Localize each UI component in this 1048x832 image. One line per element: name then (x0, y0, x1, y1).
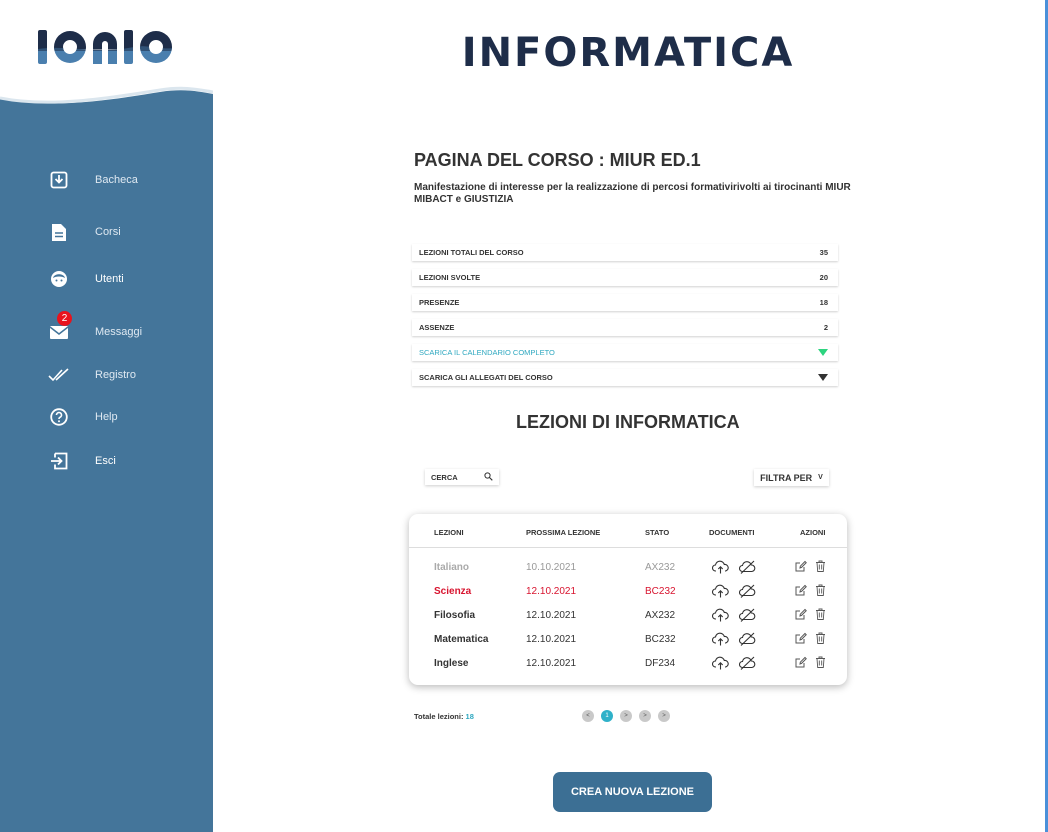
sidebar-item-label: Esci (95, 455, 116, 467)
page-title: INFORMATICA (461, 30, 795, 76)
ionio-logo (38, 30, 173, 66)
lessons-section-title: LEZIONI DI INFORMATICA (516, 412, 740, 432)
cloud-upload-icon[interactable] (712, 632, 729, 646)
total-lessons (414, 712, 474, 721)
cloud-off-icon[interactable] (739, 608, 756, 622)
sidebar-item-label: Bacheca (95, 174, 138, 186)
sidebar-item-label: Registro (95, 369, 136, 381)
course-title: PAGINA DEL CORSO : MIUR ED.1 (414, 150, 701, 170)
page-next-button[interactable]: > (639, 710, 651, 722)
cloud-upload-icon[interactable] (712, 656, 729, 670)
sidebar (0, 0, 213, 832)
triangle-down-icon (818, 349, 828, 356)
chevron-down-icon: V (818, 474, 823, 481)
lesson-subject: Matematica (434, 634, 489, 645)
stat-row (412, 269, 838, 286)
filter-button[interactable] (754, 469, 829, 486)
create-lesson-button[interactable]: CREA NUOVA LEZIONE (553, 772, 712, 812)
edit-icon[interactable] (795, 560, 807, 572)
stat-label: LEZIONI SVOLTE (419, 273, 481, 282)
column-header-documenti: DOCUMENTI (709, 528, 755, 537)
page-prev-button[interactable]: < (582, 710, 594, 722)
stat-label: PRESENZE (419, 298, 460, 307)
trash-icon[interactable] (815, 584, 826, 596)
edit-icon[interactable] (795, 632, 807, 644)
cloud-off-icon[interactable] (739, 560, 756, 574)
lesson-status: DF234 (645, 658, 676, 669)
table-row[interactable] (409, 610, 847, 630)
search-placeholder: CERCA (431, 472, 458, 482)
table-row[interactable] (409, 562, 847, 582)
course-stats (412, 244, 838, 394)
lesson-next-date: 12.10.2021 (526, 586, 577, 597)
lesson-subject: Scienza (434, 586, 472, 597)
edit-icon[interactable] (795, 656, 807, 668)
question-circle-icon (48, 406, 70, 428)
stat-value: 2 (823, 323, 828, 332)
total-value: 18 (465, 712, 474, 721)
trash-icon[interactable] (815, 608, 826, 620)
header-divider (409, 547, 847, 548)
document-icon (48, 221, 70, 243)
table-row[interactable] (409, 658, 847, 678)
download-attachments-label: SCARICA GLI ALLEGATI DEL CORSO (419, 373, 553, 382)
sidebar-item-help[interactable] (0, 400, 213, 434)
stat-value: 18 (819, 298, 828, 307)
cloud-upload-icon[interactable] (712, 560, 729, 574)
lesson-status: AX232 (645, 562, 676, 573)
search-input[interactable] (425, 469, 499, 485)
stat-label: LEZIONI TOTALI DEL CORSO (419, 248, 524, 257)
download-attachments-link[interactable] (412, 369, 838, 386)
trash-icon[interactable] (815, 632, 826, 644)
page-next-button[interactable]: > (658, 710, 670, 722)
lessons-table (409, 514, 847, 685)
logout-icon (48, 450, 70, 472)
sidebar-item-utenti[interactable] (0, 262, 213, 296)
cloud-off-icon[interactable] (739, 584, 756, 598)
lesson-next-date: 12.10.2021 (526, 658, 577, 669)
search-icon (484, 472, 493, 483)
lesson-subject: Inglese (434, 658, 469, 669)
edit-icon[interactable] (795, 608, 807, 620)
page-1-button[interactable]: 1 (601, 710, 613, 722)
user-face-icon (48, 268, 70, 290)
sidebar-item-registro[interactable] (0, 358, 213, 392)
unread-badge: 2 (57, 311, 72, 326)
column-header-azioni: AZIONI (800, 528, 826, 537)
cloud-upload-icon[interactable] (712, 608, 729, 622)
table-row[interactable] (409, 634, 847, 654)
sidebar-item-label: Help (95, 411, 118, 423)
column-header-lezioni: LEZIONI (434, 528, 464, 537)
page-next-button[interactable]: > (620, 710, 632, 722)
edit-icon[interactable] (795, 584, 807, 596)
sidebar-item-bacheca[interactable] (0, 163, 213, 197)
double-check-icon (48, 364, 70, 386)
table-row[interactable] (409, 586, 847, 606)
column-header-stato: STATO (645, 528, 670, 537)
pagination (582, 710, 670, 722)
stat-value: 35 (819, 248, 828, 257)
download-box-icon (48, 169, 70, 191)
lesson-status: BC232 (645, 586, 676, 597)
sidebar-item-label: Corsi (95, 226, 121, 238)
sidebar-item-label: Messaggi (95, 326, 143, 338)
stat-label: ASSENZE (419, 323, 455, 332)
trash-icon[interactable] (815, 656, 826, 668)
sidebar-item-messaggi[interactable] (0, 315, 213, 349)
trash-icon[interactable] (815, 560, 826, 572)
total-label: Totale lezioni: (414, 712, 464, 721)
lesson-subject: Filosofia (434, 610, 476, 621)
lesson-next-date: 12.10.2021 (526, 634, 577, 645)
column-header-prossima-lezione: PROSSIMA LEZIONE (526, 528, 601, 537)
stat-row (412, 294, 838, 311)
sidebar-item-label: Utenti (95, 273, 124, 285)
lesson-next-date: 10.10.2021 (526, 562, 577, 573)
filter-label: FILTRA PER (760, 472, 813, 483)
lesson-subject: Italiano (434, 562, 470, 573)
lesson-status: AX232 (645, 610, 676, 621)
download-calendar-link[interactable] (412, 344, 838, 361)
cloud-off-icon[interactable] (739, 632, 756, 646)
stat-row (412, 244, 838, 261)
sidebar-item-esci[interactable] (0, 444, 213, 478)
stat-row (412, 319, 838, 336)
course-description: Manifestazione di interesse per la realizzazione di percosi formativirivolti ai tirocinanti MIUR MIBACT e GIUSTIZIA (414, 182, 851, 205)
stat-value: 20 (819, 273, 828, 282)
sidebar-item-corsi[interactable] (0, 215, 213, 249)
lesson-next-date: 12.10.2021 (526, 610, 577, 621)
cloud-off-icon[interactable] (739, 656, 756, 670)
download-calendar-label: SCARICA IL CALENDARIO COMPLETO (419, 348, 555, 357)
lesson-status: BC232 (645, 634, 676, 645)
cloud-upload-icon[interactable] (712, 584, 729, 598)
triangle-down-icon (818, 374, 828, 381)
